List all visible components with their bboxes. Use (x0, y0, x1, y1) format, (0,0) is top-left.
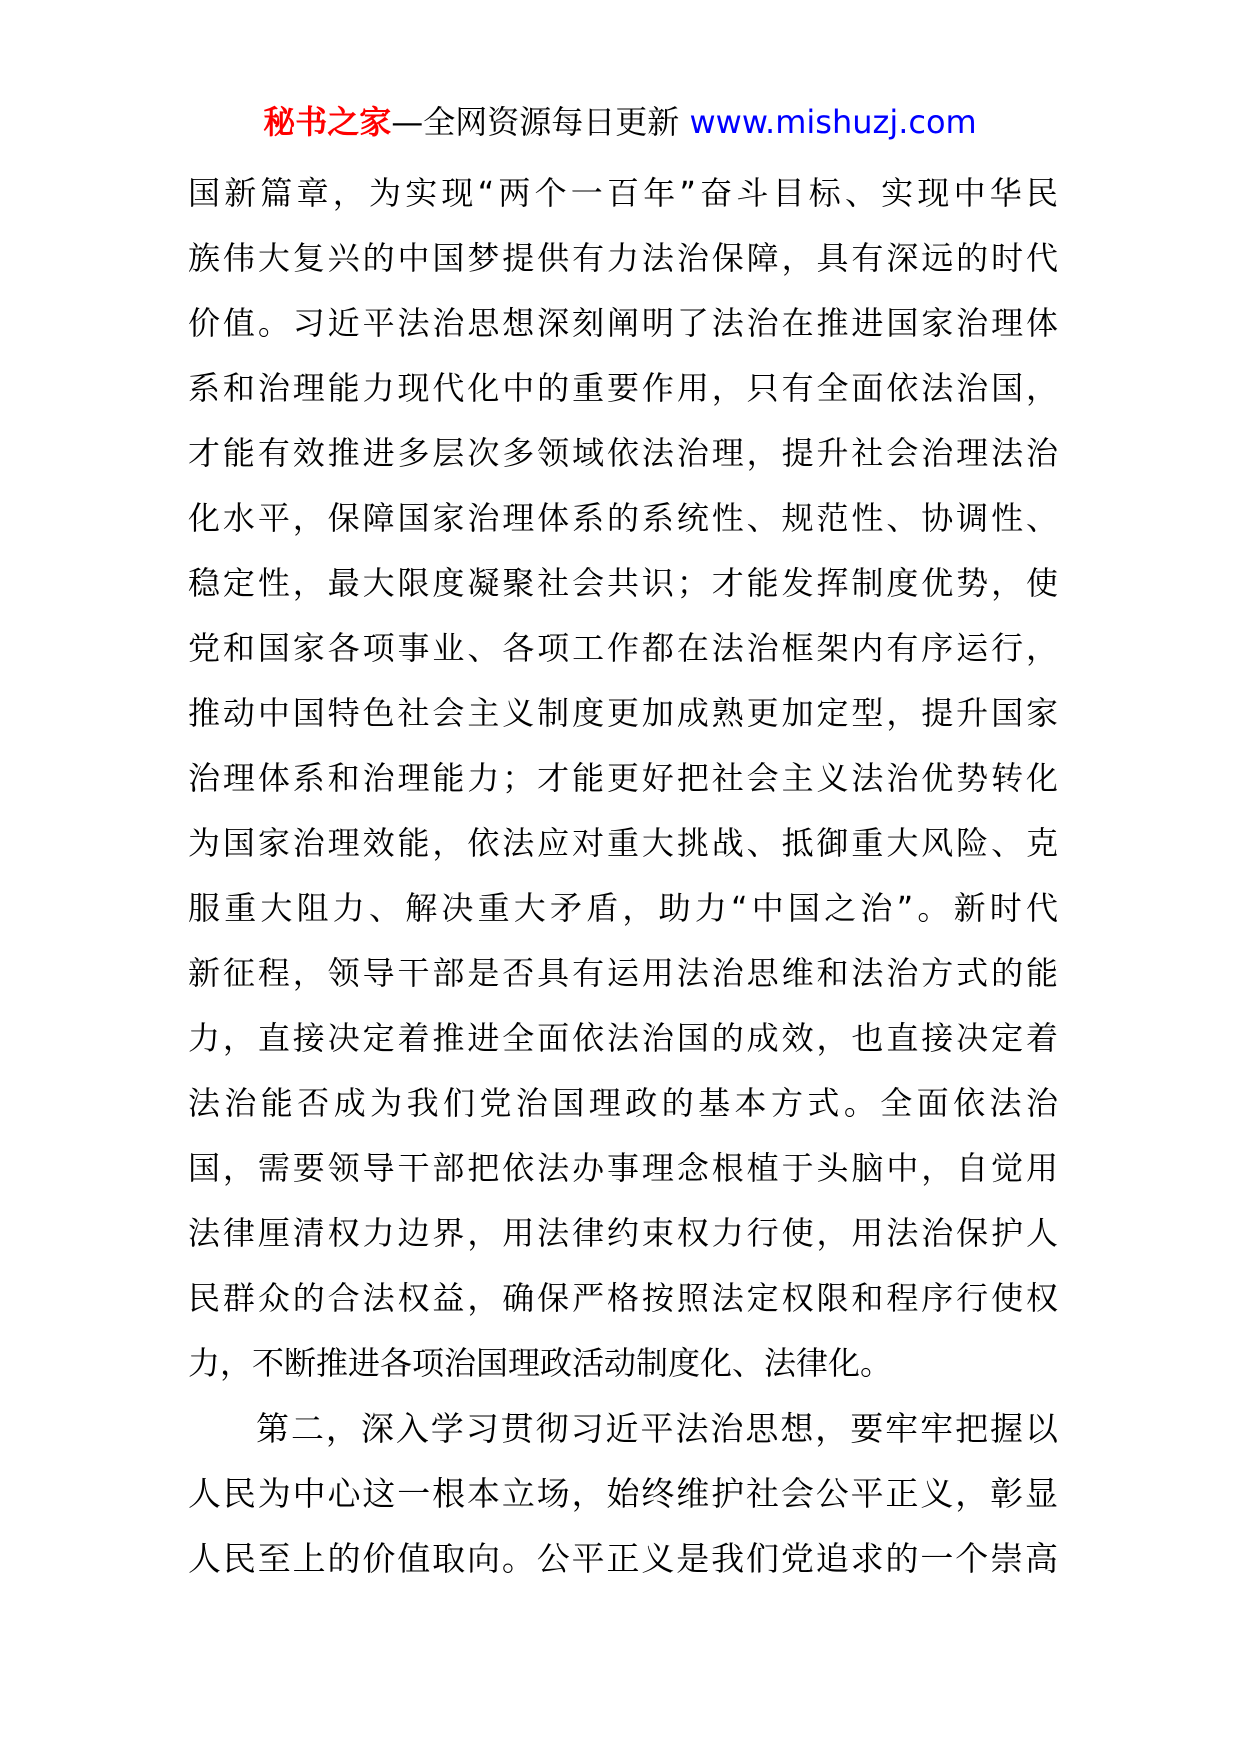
text-line: 系和治理能力现代化中的重要作用，只有全面依法治国， (188, 369, 1058, 407)
text-line: 法律厘清权力边界，用法律约束权力行使，用法治保护人 (188, 1214, 1058, 1252)
text-line: 法治能否成为我们党治国理政的基本方式。全面依法治 (188, 1084, 1058, 1122)
text-line: 国，需要领导干部把依法办事理念根植于头脑中，自觉用 (188, 1149, 1058, 1187)
text-line: 价值。习近平法治思想深刻阐明了法治在推进国家治理体 (188, 304, 1058, 342)
text-line: 族伟大复兴的中国梦提供有力法治保障，具有深远的时代 (188, 239, 1058, 277)
header-url-link[interactable]: www.mishuzj.com (689, 103, 977, 141)
text-line: 治理体系和治理能力；才能更好把社会主义法治优势转化 (188, 759, 1058, 797)
page-header (0, 100, 1240, 144)
document-body (188, 161, 1058, 1591)
text-line: 第二，深入学习贯彻习近平法治思想，要牢牢把握以 (256, 1409, 1058, 1448)
text-line: 新征程，领导干部是否具有运用法治思维和法治方式的能 (188, 954, 1058, 992)
text-line: 民群众的合法权益，确保严格按照法定权限和程序行使权 (188, 1279, 1058, 1317)
header-tagline: —全网资源每日更新 (391, 103, 690, 141)
text-line: 推动中国特色社会主义制度更加成熟更加定型，提升国家 (188, 694, 1058, 732)
header-brand: 秘书之家 (263, 103, 392, 141)
text-line: 力，不断推进各项治国理政活动制度化、法律化。 (188, 1344, 893, 1382)
text-line: 才能有效推进多层次多领域依法治理，提升社会治理法治 (188, 434, 1058, 472)
text-line: 化水平，保障国家治理体系的系统性、规范性、协调性、 (188, 499, 1058, 537)
text-line: 人民至上的价值取向。公平正义是我们党追求的一个崇高 (188, 1539, 1058, 1578)
text-line: 人民为中心这一根本立场，始终维护社会公平正义，彰显 (188, 1474, 1058, 1513)
text-line: 稳定性，最大限度凝聚社会共识；才能发挥制度优势，使 (188, 564, 1058, 602)
paragraph-1 (188, 161, 1058, 1396)
text-line: 党和国家各项事业、各项工作都在法治框架内有序运行， (188, 629, 1058, 667)
text-line: 国新篇章，为实现“两个一百年”奋斗目标、实现中华民 (188, 174, 1058, 212)
paragraph-2 (188, 1396, 1058, 1591)
text-line: 为国家治理效能，依法应对重大挑战、抵御重大风险、克 (188, 824, 1058, 862)
text-line: 服重大阻力、解决重大矛盾，助力“中国之治”。新时代 (188, 889, 1058, 927)
text-line: 力，直接决定着推进全面依法治国的成效，也直接决定着 (188, 1019, 1058, 1057)
